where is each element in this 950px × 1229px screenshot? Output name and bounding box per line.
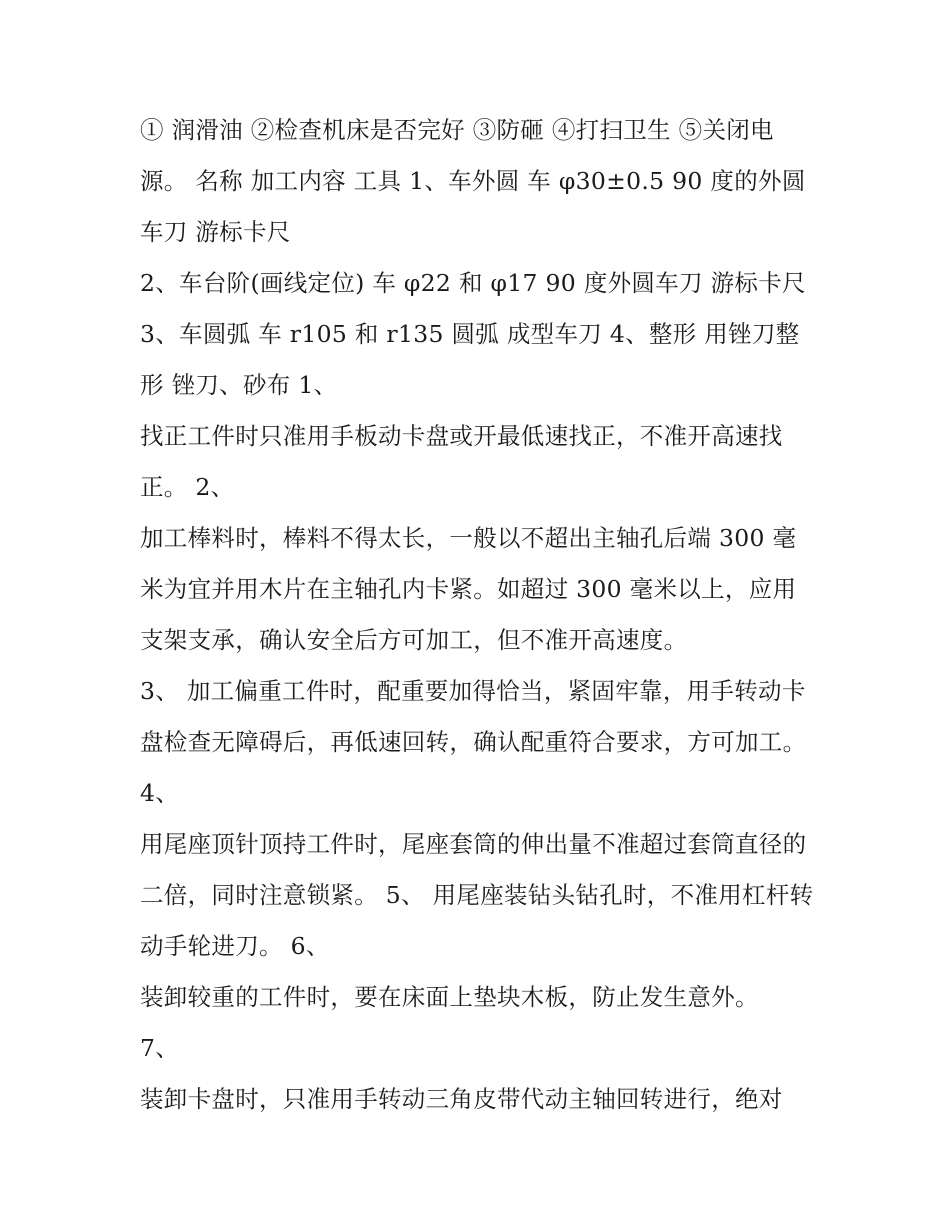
paragraph-7: 用尾座顶针顶持工件时，尾座套筒的伸出量不准超过套筒直径的二倍，同时注意锁紧。 5、 用尾座装钻头钻孔时，不准用杠杆转动手轮进刀。 6、 [140, 830, 814, 960]
paragraph-8: 装卸较重的工件时，要在床面上垫块木板，防止发生意外。 [140, 983, 759, 1011]
paragraph-2: 2、车台阶(画线定位) 车 φ22 和 φ17 90 度外圆车刀 游标卡尺 [140, 269, 806, 297]
paragraph-4: 找正工件时只准用手板动卡盘或开最低速找正，不准开高速找正。 2、 [140, 422, 783, 501]
paragraph-10: 装卸卡盘时，只准用手转动三角皮带代动主轴回转进行，绝对 [140, 1085, 783, 1113]
paragraph-9: 7、 [140, 1034, 180, 1062]
paragraph-6: 3、 加工偏重工件时，配重要加得恰当，紧固牢靠，用手转动卡盘检查无障碍后，再低速回转，确认配重符合要求，方可加工。 4、 [140, 677, 807, 807]
document-body [140, 105, 820, 1125]
paragraph-3: 3、车圆弧 车 r105 和 r135 圆弧 成型车刀 4、整形 用锉刀整形 锉刀、砂布 1、 [140, 320, 800, 399]
paragraph-1: ① 润滑油 ②检查机床是否完好 ③防砸 ④打扫卫生 ⑤关闭电源。 名称 加工内容 工具 1、车外圆 车 φ30±0.5 90 度的外圆车刀 游标卡尺 [140, 116, 806, 246]
paragraph-5: 加工棒料时，棒料不得太长，一般以不超出主轴孔后端 300 毫米为宜并用木片在主轴孔内卡紧。如超过 300 毫米以上，应用支架支承，确认安全后方可加工，但不准开高速度。 [140, 524, 797, 654]
